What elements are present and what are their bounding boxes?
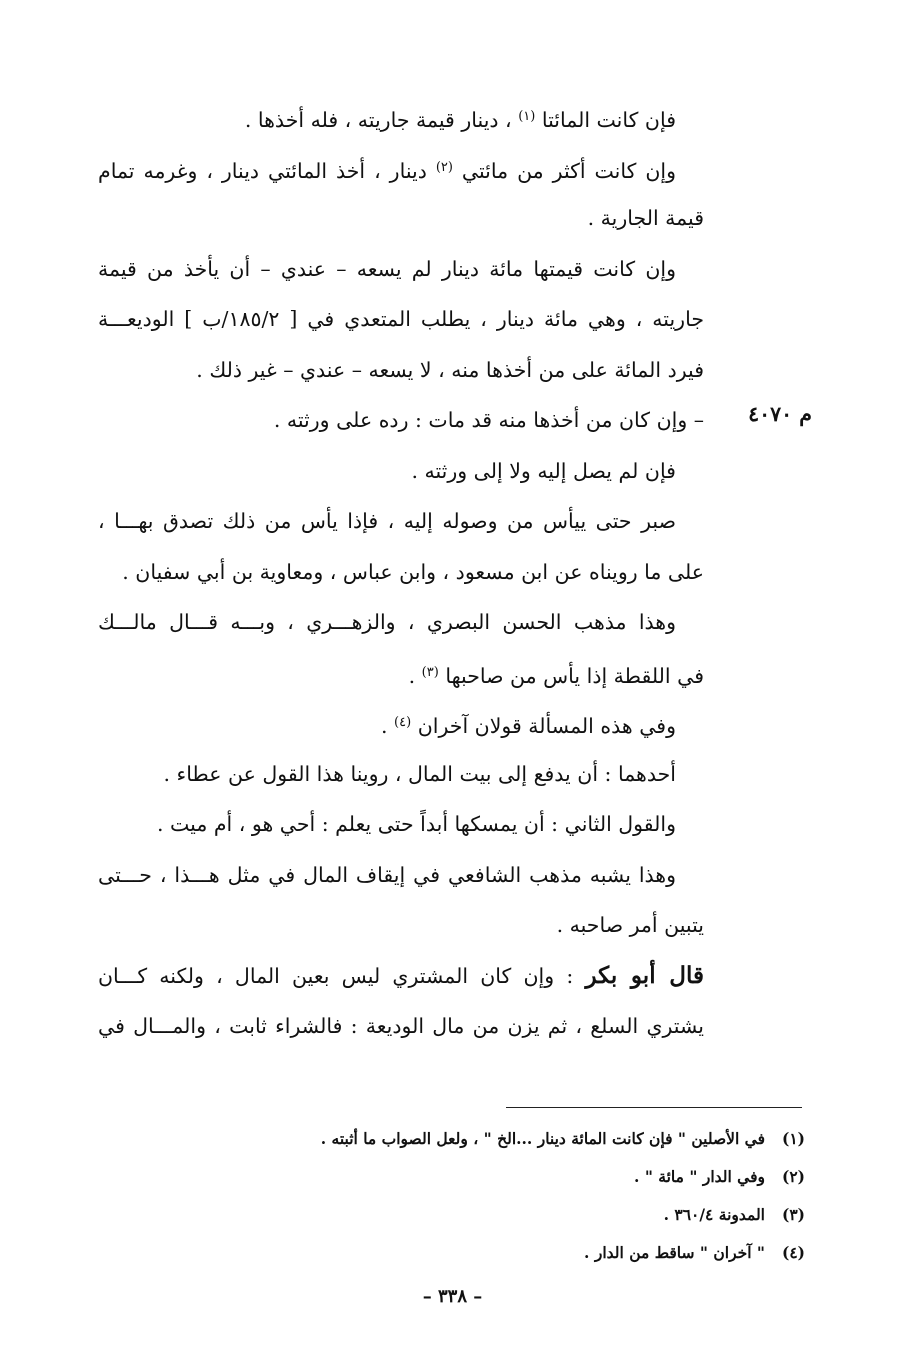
line-text: وهذا يشبه مذهب الشافعي في إيقاف المال في مثل هـــذا ، حـــتى (98, 862, 676, 887)
footnotes (200, 1120, 805, 1272)
text-line (98, 597, 704, 648)
text-line (98, 395, 704, 446)
footnote (200, 1120, 805, 1158)
line-text: قيمة الجارية . (587, 206, 704, 230)
footnote-number: (٢) (781, 1167, 805, 1186)
text-line (98, 648, 704, 699)
text-line (98, 749, 704, 800)
footnote-text: وفي الدار " مائة " . (634, 1167, 765, 1186)
line-text: دينار ، أخذ المائتي دينار ، وغرمه تمام (98, 158, 436, 183)
footnote-number: (١) (781, 1129, 805, 1148)
text-line (98, 547, 704, 598)
line-text: يتبين أمر صاحبه . (556, 913, 704, 937)
text-line (98, 244, 704, 295)
line-text: – وإن كان من أخذها منه قد مات : رده على ورثته . (273, 408, 704, 432)
footnote-number: (٣) (781, 1205, 805, 1224)
text-line (98, 951, 704, 1002)
line-text: وفي هذه المسألة قولان آخران (411, 714, 676, 738)
text-line (98, 799, 704, 850)
line-text: . (381, 714, 395, 738)
line-text: وإن كانت قيمتها مائة دينار لم يسعه – عندي – أن يأخذ من قيمة (98, 256, 676, 281)
line-text: وهذا مذهب الحسن البصري ، والزهـــري ، وبـــه قـــال مالـــك (98, 610, 676, 634)
line-text: أحدهما : أن يدفع إلى بيت المال ، روينا هذا القول عن عطاء . (163, 761, 676, 786)
line-text: صبر حتى ييأس من وصوله إليه ، فإذا يأس من ذلك تصدق بهـــا ، (98, 509, 676, 533)
text-line (98, 193, 704, 244)
footnote (200, 1196, 805, 1234)
text-line (98, 698, 704, 749)
text-line (98, 496, 704, 547)
text-line (98, 143, 704, 194)
line-text: . (408, 663, 422, 688)
text-line (98, 345, 704, 396)
text-line (98, 294, 704, 345)
footnote-text: المدونة ٣٦٠/٤ . (663, 1205, 765, 1224)
main-text (98, 92, 704, 1052)
page-number: – ٣٣٨ – (422, 1286, 483, 1307)
speaker-lead: قال أبو بكر (585, 961, 704, 989)
text-line (98, 1001, 704, 1052)
footnote-ref: (٤) (394, 715, 412, 730)
line-text: على ما رويناه عن ابن مسعود ، وابن عباس ، ومعاوية بن أبي سفيان . (122, 559, 704, 584)
footnote (200, 1158, 805, 1196)
footnote-ref: (٣) (421, 664, 439, 680)
line-text: في اللقطة إذا يأس من صاحبها (438, 663, 704, 688)
footnote-ref: (٢) (435, 159, 453, 175)
line-text: والقول الثاني : أن يمسكها أبداً حتى يعلم : أحي هو ، أم ميت . (156, 812, 676, 836)
footnote-separator (506, 1107, 802, 1108)
line-text: : وإن كان المشتري ليس بعين المال ، ولكنه كـــان (98, 963, 586, 988)
line-text: جاريته ، وهي مائة دينار ، يطلب المتعدي في [ ١٨٥/٢/ب ] الوديعـــة (98, 307, 704, 331)
line-text: فإن لم يصل إليه ولا إلى ورثته . (411, 458, 676, 483)
footnote-text: " آخران " ساقط من الدار . (584, 1243, 765, 1262)
text-line (98, 446, 704, 497)
line-text: يشتري السلع ، ثم يزن من مال الوديعة : فالشراء ثابت ، والمـــال في (98, 1014, 704, 1038)
line-text: وإن كانت أكثر من مائتي (452, 158, 676, 183)
footnote-text: في الأصلين " فإن كانت المائة دينار ...الخ " ، ولعل الصواب ما أثبته . (320, 1129, 765, 1148)
line-text: ، دينار قيمة جاريته ، فله أخذها . (244, 108, 519, 132)
footnote-number: (٤) (781, 1243, 805, 1262)
text-line (98, 900, 704, 951)
text-line (98, 92, 704, 143)
line-text: فيرد المائة على من أخذها منه ، لا يسعه – عندي – غير ذلك . (196, 357, 704, 382)
margin-entry-number: م ٤٠٧٠ (748, 402, 812, 426)
text-line (98, 850, 704, 901)
footnote (200, 1234, 805, 1272)
line-text: فإن كانت المائتا (535, 108, 676, 132)
footnote-ref: (١) (518, 109, 536, 124)
